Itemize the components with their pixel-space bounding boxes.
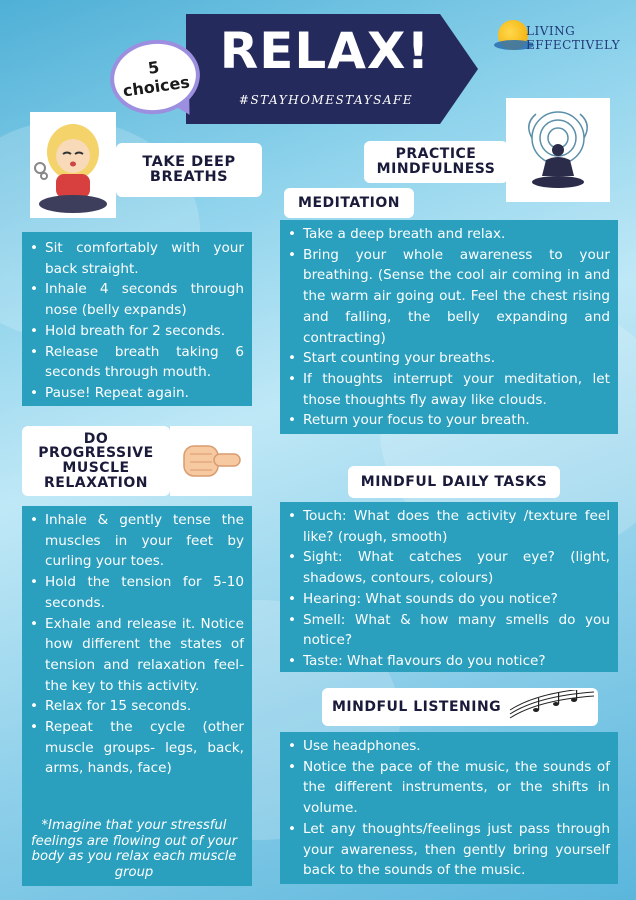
list-item: • Hold breath for 2 seconds. <box>30 321 244 342</box>
pmr-heading <box>22 426 170 496</box>
mindfulness-heading-line2: MINDFULNESS <box>376 161 496 177</box>
logo-line2: EFFECTIVELY <box>526 38 621 52</box>
breaths-heading-line2: BREATHS <box>149 169 229 185</box>
breathing-girl-illustration <box>30 112 116 218</box>
list-item: • Repeat the cycle (other muscle groups- legs, back, arms, hands, face) <box>30 717 244 779</box>
list-item: • Return your focus to your breath. <box>288 410 610 431</box>
pmr-note: *Imagine that your stressful feelings are flowing out of your body as you relax each muscle group <box>30 818 238 880</box>
daily-tasks-heading: MINDFUL DAILY TASKS <box>348 466 560 498</box>
bubble-word: choices <box>121 72 191 101</box>
list-item: • Bring your whole awareness to your breathing. (Sense the cool air coming in and the warm air going out. Feel the chest rising and falling, the belly expanding and contracting) <box>288 245 610 349</box>
list-item: • Pause! Repeat again. <box>30 383 244 404</box>
list-item: • Start counting your breaths. <box>288 348 610 369</box>
breaths-heading <box>116 143 262 197</box>
meditation-panel <box>280 220 618 434</box>
page-title: RELAX! <box>219 22 431 80</box>
list-item: • Release breath taking 6 seconds through mouth. <box>30 342 244 383</box>
list-item: • Smell: What & how many smells do you notice? <box>288 610 610 651</box>
list-item: • If thoughts interrupt your meditation, let those thoughts fly away like clouds. <box>288 369 610 410</box>
list-item: • Take a deep breath and relax. <box>288 224 610 245</box>
list-item: • Inhale 4 seconds through nose (belly expands) <box>30 279 244 320</box>
living-effectively-logo <box>494 14 626 62</box>
list-item: • Let any thoughts/feelings just pass through your awareness, then gently bring yourself back to the sounds of the music. <box>288 819 610 881</box>
daily-tasks-panel <box>280 502 618 672</box>
bubble-number: 5 <box>146 57 161 78</box>
breaths-heading-line1: TAKE DEEP <box>142 153 236 170</box>
list-item: • Hold the tension for 5-10 seconds. <box>30 572 244 613</box>
list-item: • Touch: What does the activity /texture feel like? (rough, smooth) <box>288 506 610 547</box>
list-item: • Notice the pace of the music, the sounds of the different instruments, or the shifts in volume. <box>288 757 610 819</box>
mindfulness-heading-line1: PRACTICE <box>395 146 477 163</box>
list-item: • Use headphones. <box>288 736 610 757</box>
meditation-heading: MEDITATION <box>284 188 414 218</box>
listening-heading-text: MINDFUL LISTENING <box>332 698 502 715</box>
breaths-panel <box>22 232 252 406</box>
list-item: • Inhale & gently tense the muscles in your feet by curling your toes. <box>30 510 244 572</box>
hashtag: #STAYHOMESTAYSAFE <box>238 93 414 107</box>
list-item: • Sight: What catches your eye? (light, shadows, contours, colours) <box>288 547 610 588</box>
pmr-heading-line1: DO <box>83 430 109 447</box>
fist-hand-illustration <box>170 426 252 496</box>
list-item: • Taste: What flavours do you notice? <box>288 651 610 672</box>
list-item: • Relax for 15 seconds. <box>30 696 244 717</box>
pmr-heading-line3: MUSCLE <box>62 460 130 476</box>
list-item: • Exhale and release it. Notice how different the states of tension and relaxation feel- the key to this activity. <box>30 614 244 697</box>
logo-line1: LIVING <box>526 24 576 38</box>
music-notes-icon <box>508 690 596 724</box>
meditation-illustration <box>506 98 610 202</box>
pmr-heading-line4: RELAXATION <box>43 474 148 491</box>
list-item: • Hearing: What sounds do you notice? <box>288 589 610 610</box>
list-item: • Sit comfortably with your back straight. <box>30 238 244 279</box>
mindfulness-heading <box>364 141 508 183</box>
listening-panel <box>280 732 618 884</box>
pmr-heading-line2: PROGRESSIVE <box>38 445 154 462</box>
